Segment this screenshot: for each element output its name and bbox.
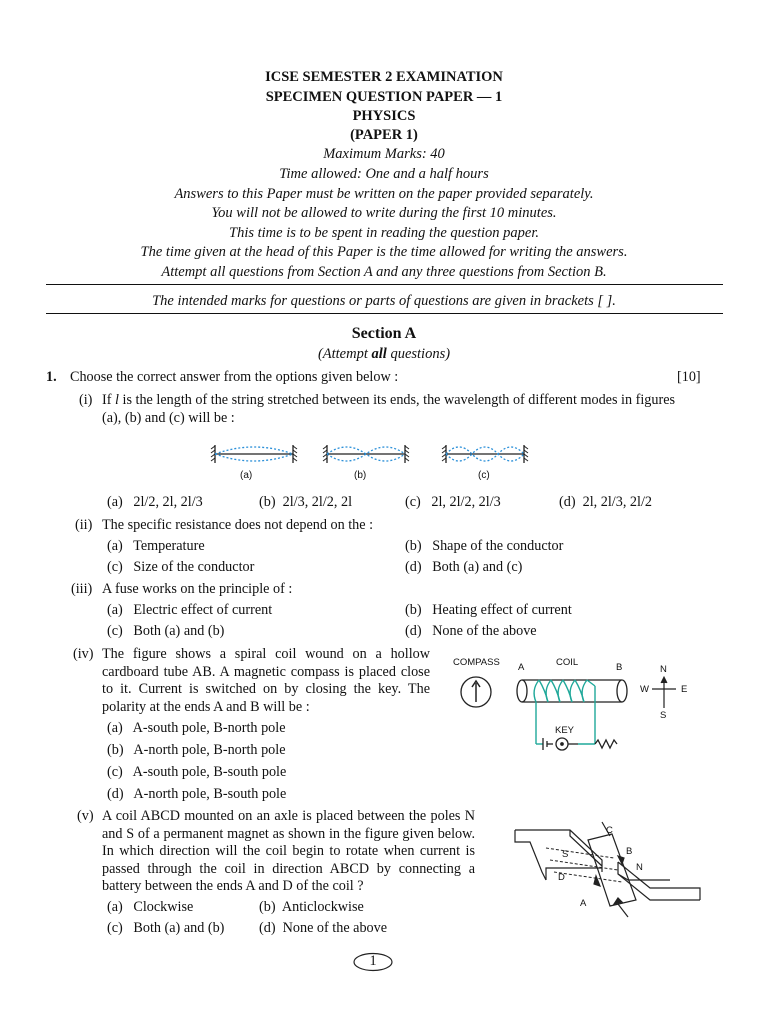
- option-iv-a: (a) A-south pole, B-north pole: [107, 720, 286, 736]
- subq-ii-text: The specific resistance does not depend on the :: [102, 517, 374, 533]
- subq-iv-text: The figure shows a spiral coil wound on a hollow cardboard tube AB. A magnetic compass is placed close to it. Current is switched on by closing the key. The polarity at the ends A and B will be :: [102, 646, 430, 715]
- fig-label-a: (a): [240, 470, 253, 481]
- subq-iii-number: (iii): [71, 581, 93, 597]
- question-text: Choose the correct answer from the options given below :: [70, 369, 399, 385]
- subq-iii-text: A fuse works on the principle of :: [102, 581, 293, 597]
- option-ii-d: (d) Both (a) and (c): [405, 559, 523, 575]
- section-title: Section A: [351, 325, 417, 342]
- section-subtitle: (Attempt all questions): [317, 346, 451, 362]
- option-iii-d: (d) None of the above: [405, 623, 537, 639]
- option-ii-c: (c) Size of the conductor: [107, 559, 255, 575]
- subq-ii-number: (ii): [75, 517, 93, 533]
- magnet-south-label: S: [562, 849, 569, 860]
- option-v-b: (b) Anticlockwise: [259, 899, 364, 915]
- max-marks: Maximum Marks: 40: [323, 146, 445, 162]
- option-i-b: (b) 2l/3, 2l/2, 2l: [259, 494, 353, 510]
- compass-label: COMPASS: [453, 657, 500, 668]
- coil-corner-b-label: B: [626, 846, 633, 857]
- instruction-4: The time given at the head of this Paper is the time allowed for writing the answers.: [140, 244, 628, 260]
- instruction-1: Answers to this Paper must be written on the paper provided separately.: [174, 186, 594, 202]
- marks-note: The intended marks for questions or parts of questions are given in brackets [ ].: [152, 293, 616, 309]
- instruction-5: Attempt all questions from Section A and any three questions from Section B.: [161, 264, 607, 280]
- instruction-3: This time is to be spent in reading the question paper.: [229, 225, 539, 241]
- option-iii-c: (c) Both (a) and (b): [107, 623, 225, 639]
- divider-bottom: [46, 313, 723, 314]
- west-label: W: [640, 684, 649, 695]
- subq-i-text-line2: (a), (b) and (c) will be :: [102, 410, 235, 426]
- instruction-2: You will not be allowed to write during the first 10 minutes.: [211, 205, 557, 221]
- option-iv-c: (c) A-south pole, B-south pole: [107, 764, 287, 780]
- question-marks: [10]: [677, 369, 701, 385]
- option-iv-d: (d) A-north pole, B-south pole: [107, 786, 287, 802]
- option-iii-a: (a) Electric effect of current: [107, 602, 273, 618]
- coil-end-a-label: A: [518, 662, 525, 673]
- fig-label-c: (c): [478, 470, 490, 481]
- coil-corner-a-label: A: [580, 898, 587, 909]
- coil-corner-d-label: D: [558, 872, 565, 883]
- page-number: 1: [369, 953, 377, 969]
- magnet-coil-figure: [510, 822, 710, 917]
- question-number: 1.: [46, 369, 57, 385]
- south-label: S: [660, 710, 667, 721]
- option-v-a: (a) Clockwise: [107, 899, 194, 915]
- exam-title: ICSE SEMESTER 2 EXAMINATION: [265, 69, 503, 85]
- subq-iv-number: (iv): [73, 646, 94, 662]
- subq-v-text: A coil ABCD mounted on an axle is placed between the poles N and S of a permanent magnet as shown in the figure given below. In which direction will the coil begin to rotate when current is passed through the coil in direction ABCD by connecting a battery between the ends A and D of the coil ?: [102, 808, 475, 894]
- subq-i-text-line1: If l is the length of the string stretched between its ends, the wavelength of different modes in figures: [102, 392, 676, 408]
- option-ii-a: (a) Temperature: [107, 538, 205, 554]
- option-v-c: (c) Both (a) and (b): [107, 920, 225, 936]
- north-label: N: [660, 664, 667, 675]
- option-i-c: (c) 2l, 2l/2, 2l/3: [405, 494, 501, 510]
- divider-top: [46, 284, 723, 285]
- key-label: KEY: [555, 725, 575, 736]
- option-iv-b: (b) A-north pole, B-north pole: [107, 742, 286, 758]
- fig-label-b: (b): [354, 470, 367, 481]
- option-v-d: (d) None of the above: [259, 920, 388, 936]
- time-allowed: Time allowed: One and a half hours: [279, 166, 489, 182]
- coil-label: COIL: [556, 657, 579, 668]
- option-i-a: (a) 2l/2, 2l, 2l/3: [107, 494, 203, 510]
- option-ii-b: (b) Shape of the conductor: [405, 538, 564, 554]
- subject-title: PHYSICS: [352, 108, 416, 124]
- option-iii-b: (b) Heating effect of current: [405, 602, 572, 618]
- option-i-d: (d) 2l, 2l/3, 2l/2: [559, 494, 653, 510]
- paper-title: SPECIMEN QUESTION PAPER — 1: [265, 89, 503, 105]
- coil-end-b-label: B: [616, 662, 623, 673]
- paper-number: (PAPER 1): [350, 127, 418, 143]
- magnet-north-label: N: [636, 862, 643, 873]
- subq-i-number: (i): [79, 392, 93, 408]
- east-label: E: [681, 684, 688, 695]
- subq-v-number: (v): [77, 808, 94, 824]
- coil-corner-c-label: C: [606, 825, 613, 836]
